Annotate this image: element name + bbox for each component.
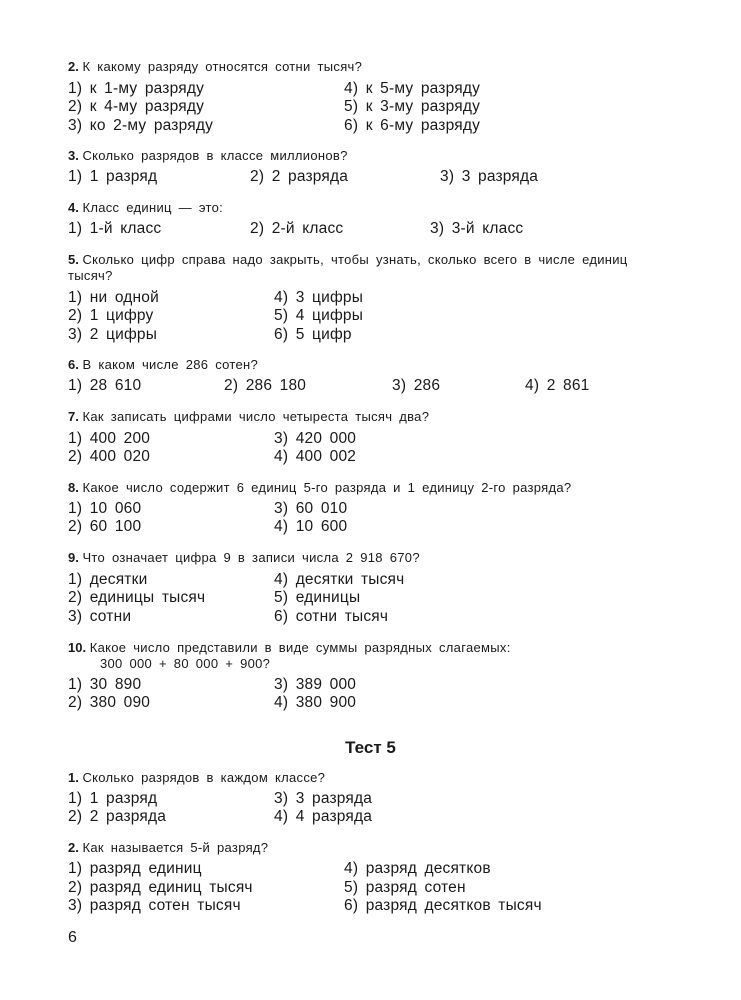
option: 3) 3 разряда xyxy=(274,790,373,807)
option: 1) 30 890 xyxy=(68,676,142,693)
option: 5) 4 цифры xyxy=(274,307,364,324)
option: 2) 60 100 xyxy=(68,518,142,535)
option: 1) 28 610 xyxy=(68,377,142,394)
option: 4) к 5-му разряду xyxy=(344,80,481,97)
question-number: 8. xyxy=(68,480,79,495)
question-8 xyxy=(68,480,571,496)
option: 2) 286 180 xyxy=(224,377,307,394)
question-number: 6. xyxy=(68,357,79,372)
option: 6) 5 цифр xyxy=(274,326,352,343)
option: 4) 2 861 xyxy=(525,377,590,394)
option: 3) 286 xyxy=(392,377,441,394)
option: 1) 1-й класс xyxy=(68,220,162,237)
option: 4) 400 002 xyxy=(274,448,357,465)
option: 3) 389 000 xyxy=(274,676,357,693)
option: 1) десятки xyxy=(68,571,148,588)
question-text: Как записать цифрами число четыреста тысяч два? xyxy=(82,409,430,424)
option: 2) 380 090 xyxy=(68,694,151,711)
option: 4) 3 цифры xyxy=(274,289,364,306)
option: 5) к 3-му разряду xyxy=(344,98,481,115)
option: 1) 400 200 xyxy=(68,430,151,447)
question-5 xyxy=(68,252,693,284)
option: 3) 3-й класс xyxy=(430,220,524,237)
option: 5) единицы xyxy=(274,589,361,606)
question-7 xyxy=(68,409,429,425)
question-text: Сколько разрядов в классе миллионов? xyxy=(82,148,348,163)
option: 5) разряд сотен xyxy=(344,879,466,896)
option: 4) 4 разряда xyxy=(274,808,373,825)
option: 2) 2 разряда xyxy=(68,808,167,825)
option: 6) сотни тысяч xyxy=(274,608,389,625)
option: 2) разряд единиц тысяч xyxy=(68,879,253,896)
option: 2) 400 020 xyxy=(68,448,151,465)
option: 1) ни одной xyxy=(68,289,159,306)
question-4 xyxy=(68,200,223,216)
test-title: Тест 5 xyxy=(345,738,396,757)
question-text: Какое число содержит 6 единиц 5-го разряда и 1 единицу 2-го разряда? xyxy=(82,480,572,495)
question-expression: 300 000 + 80 000 + 900? xyxy=(100,656,271,671)
option: 3) 3 разряда xyxy=(440,168,539,185)
question-10 xyxy=(68,640,693,672)
option: 2) к 4-му разряду xyxy=(68,98,205,115)
question-number: 7. xyxy=(68,409,79,424)
option: 3) разряд сотен тысяч xyxy=(68,897,241,914)
question-text: Сколько разрядов в каждом классе? xyxy=(82,770,326,785)
option: 6) к 6-му разряду xyxy=(344,117,481,134)
option: 2) 1 цифру xyxy=(68,307,154,324)
option: 1) 1 разряд xyxy=(68,168,158,185)
option: 3) 2 цифры xyxy=(68,326,158,343)
option: 2) 2 разряда xyxy=(250,168,349,185)
question-number: 3. xyxy=(68,148,79,163)
question-text: Что означает цифра 9 в записи числа 2 918 670? xyxy=(82,550,420,565)
option: 6) разряд десятков тысяч xyxy=(344,897,542,914)
question-number: 2. xyxy=(68,840,79,855)
option: 4) 10 600 xyxy=(274,518,348,535)
question-text: Сколько цифр справа надо закрыть, чтобы узнать, сколько всего в числе единиц xyxy=(82,252,628,267)
question-number: 5. xyxy=(68,252,79,267)
question-text: В каком числе 286 сотен? xyxy=(82,357,259,372)
option: 1) 1 разряд xyxy=(68,790,158,807)
test5-question-1 xyxy=(68,770,325,786)
question-text: Как называется 5-й разряд? xyxy=(82,840,269,855)
question-text: Класс единиц — это: xyxy=(82,200,224,215)
option: 4) разряд десятков xyxy=(344,860,491,877)
option: 4) 380 900 xyxy=(274,694,357,711)
option: 1) к 1-му разряду xyxy=(68,80,205,97)
question-number: 4. xyxy=(68,200,79,215)
option: 3) 60 010 xyxy=(274,500,348,517)
option: 3) сотни xyxy=(68,608,132,625)
option: 2) 2-й класс xyxy=(250,220,344,237)
page-number: 6 xyxy=(68,929,77,946)
test5-question-2 xyxy=(68,840,268,856)
question-3 xyxy=(68,148,348,164)
question-6 xyxy=(68,357,258,373)
question-2 xyxy=(68,59,362,75)
question-number: 10. xyxy=(68,640,87,655)
question-number: 9. xyxy=(68,550,79,565)
question-9 xyxy=(68,550,420,566)
question-text: Какое число представили в виде суммы разрядных слагаемых: xyxy=(89,640,511,655)
question-number: 2. xyxy=(68,59,79,74)
question-number: 1. xyxy=(68,770,79,785)
question-text-continued: тысяч? xyxy=(68,268,113,283)
option: 4) десятки тысяч xyxy=(274,571,405,588)
option: 3) ко 2-му разряду xyxy=(68,117,214,134)
option: 3) 420 000 xyxy=(274,430,357,447)
option: 1) разряд единиц xyxy=(68,860,202,877)
option: 1) 10 060 xyxy=(68,500,142,517)
question-text: К какому разряду относятся сотни тысяч? xyxy=(82,59,363,74)
option: 2) единицы тысяч xyxy=(68,589,206,606)
